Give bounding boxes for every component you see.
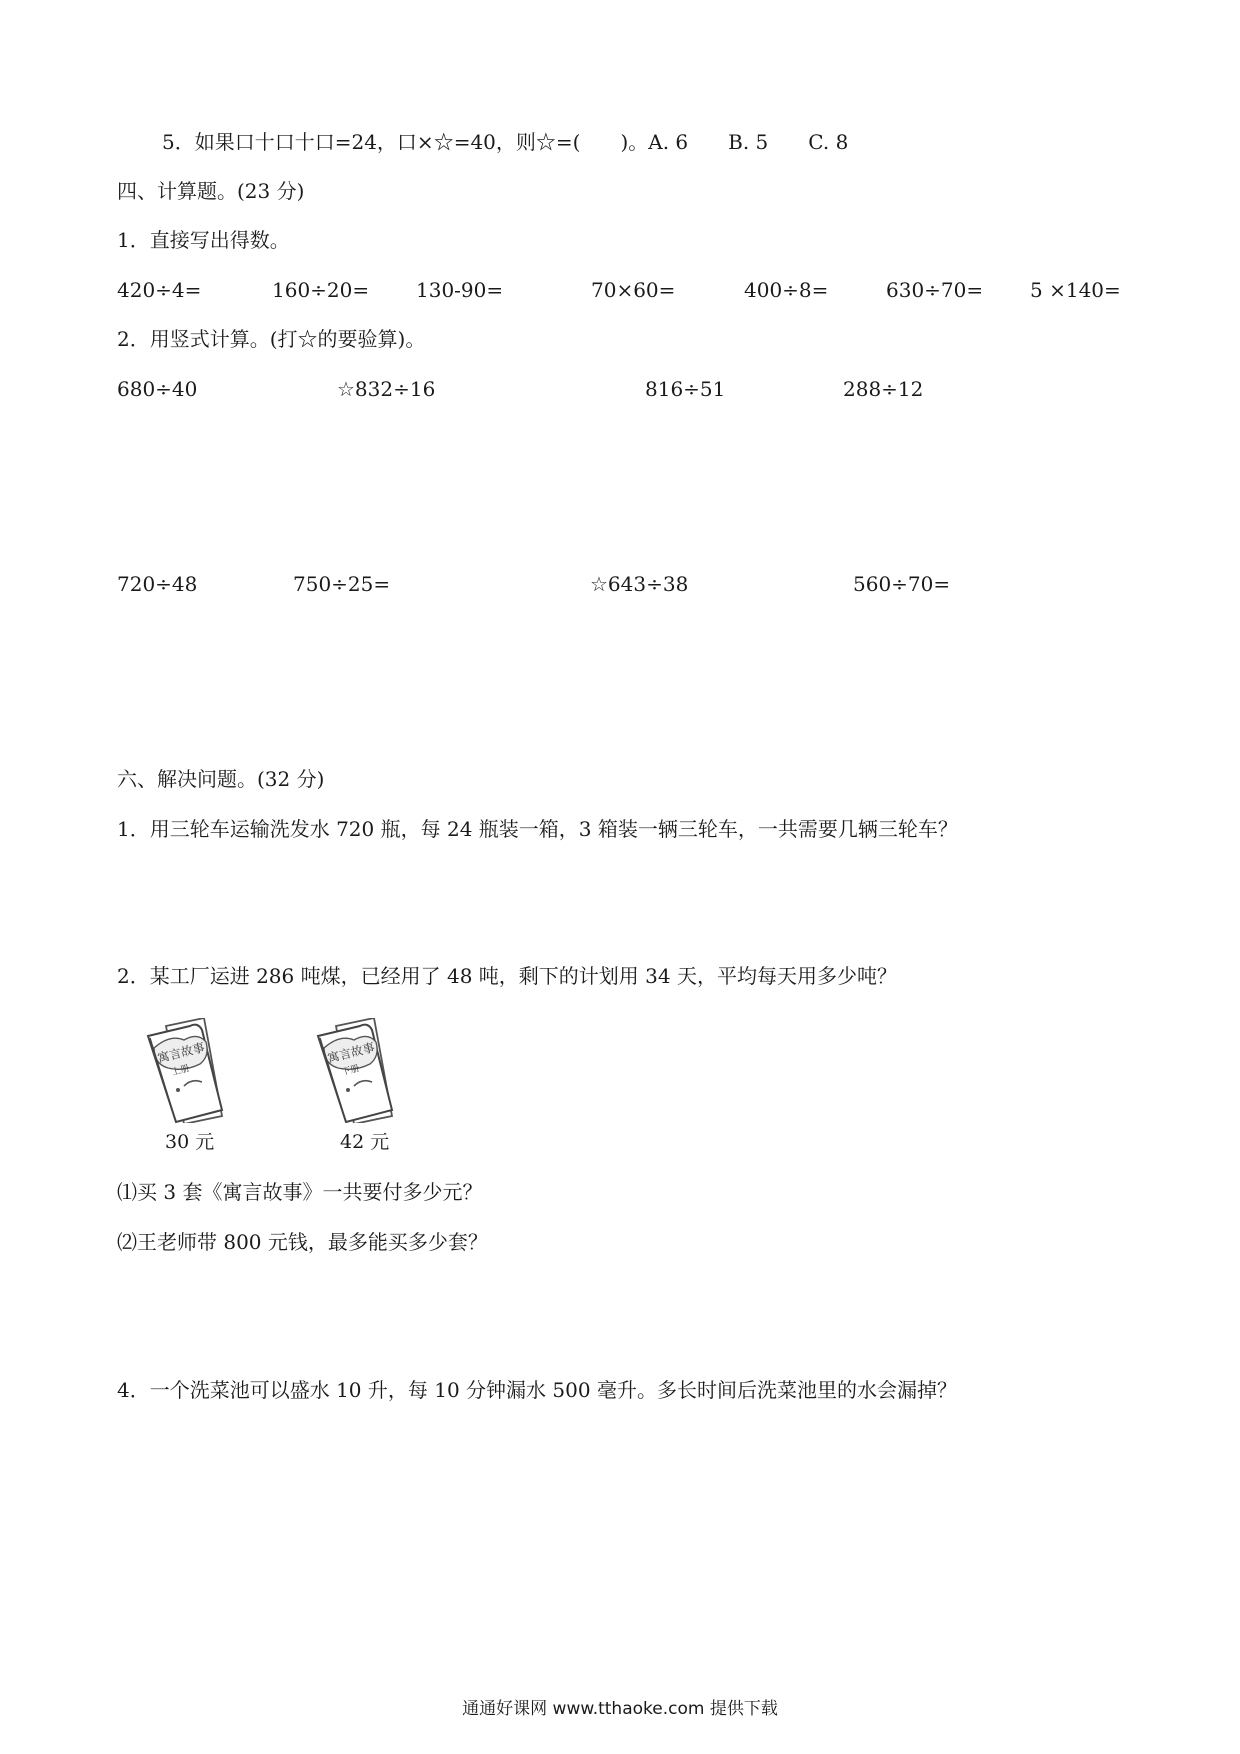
- book-1-cover-text: [150, 1036, 220, 1086]
- vertical-item: 750÷25=: [293, 572, 391, 596]
- vertical-item: 816÷51: [645, 377, 726, 401]
- vertical-item: ☆643÷38: [590, 572, 689, 596]
- book-2-volume: 下册: [340, 1063, 361, 1079]
- oral-item: 400÷8=: [744, 278, 829, 302]
- book-1-price: 30 元: [165, 1131, 215, 1153]
- oral-item: 420÷4=: [117, 278, 202, 302]
- problem-4: 4．一个洗菜池可以盛水 10 升，每 10 分钟漏水 500 毫升。多长时间后洗菜池里的水会漏掉？: [117, 1378, 957, 1402]
- oral-item: 5 ×140=: [1030, 278, 1121, 302]
- vertical-calc-title: 2．用竖式计算。(打☆的要验算)。: [117, 327, 426, 351]
- vertical-item: ☆832÷16: [337, 377, 436, 401]
- problem-1: 1．用三轮车运输洗发水 720 瓶，每 24 瓶装一箱，3 箱装一辆三轮车，一共需要几辆三轮车？: [117, 817, 958, 841]
- oral-item: 630÷70=: [886, 278, 984, 302]
- question-5: 5．如果口十口十口=24，口×☆=40，则☆=( )。A. 6 B. 5 C. 8: [162, 130, 849, 154]
- book-1-title: 寓言故事: [156, 1040, 207, 1066]
- section-6-title: 六、解决问题。(32 分): [117, 767, 325, 791]
- book-2-cover-text: [320, 1036, 390, 1086]
- oral-item: 160÷20=: [272, 278, 370, 302]
- book-2-title: 寓言故事: [326, 1040, 377, 1066]
- oral-calc-title: 1．直接写出得数。: [117, 228, 290, 252]
- footer-source: 通通好课网 www.tthaoke.com 提供下载: [462, 1699, 778, 1719]
- oral-item: 70×60=: [591, 278, 676, 302]
- vertical-item: 560÷70=: [853, 572, 951, 596]
- problem-2-sub-1: ⑴买 3 套《寓言故事》一共要付多少元？: [117, 1180, 483, 1204]
- vertical-item: 288÷12: [843, 377, 924, 401]
- problem-2: 2．某工厂运进 286 吨煤，已经用了 48 吨，剩下的计划用 34 天，平均每天用多少吨？: [117, 964, 897, 988]
- book-1-volume: 上册: [170, 1063, 191, 1079]
- book-2-price: 42 元: [340, 1131, 390, 1153]
- oral-item: 130-90=: [416, 278, 504, 302]
- section-4-title: 四、计算题。(23 分): [117, 179, 305, 203]
- vertical-item: 680÷40: [117, 377, 198, 401]
- vertical-item: 720÷48: [117, 572, 198, 596]
- problem-2-sub-2: ⑵王老师带 800 元钱，最多能买多少套？: [117, 1230, 488, 1254]
